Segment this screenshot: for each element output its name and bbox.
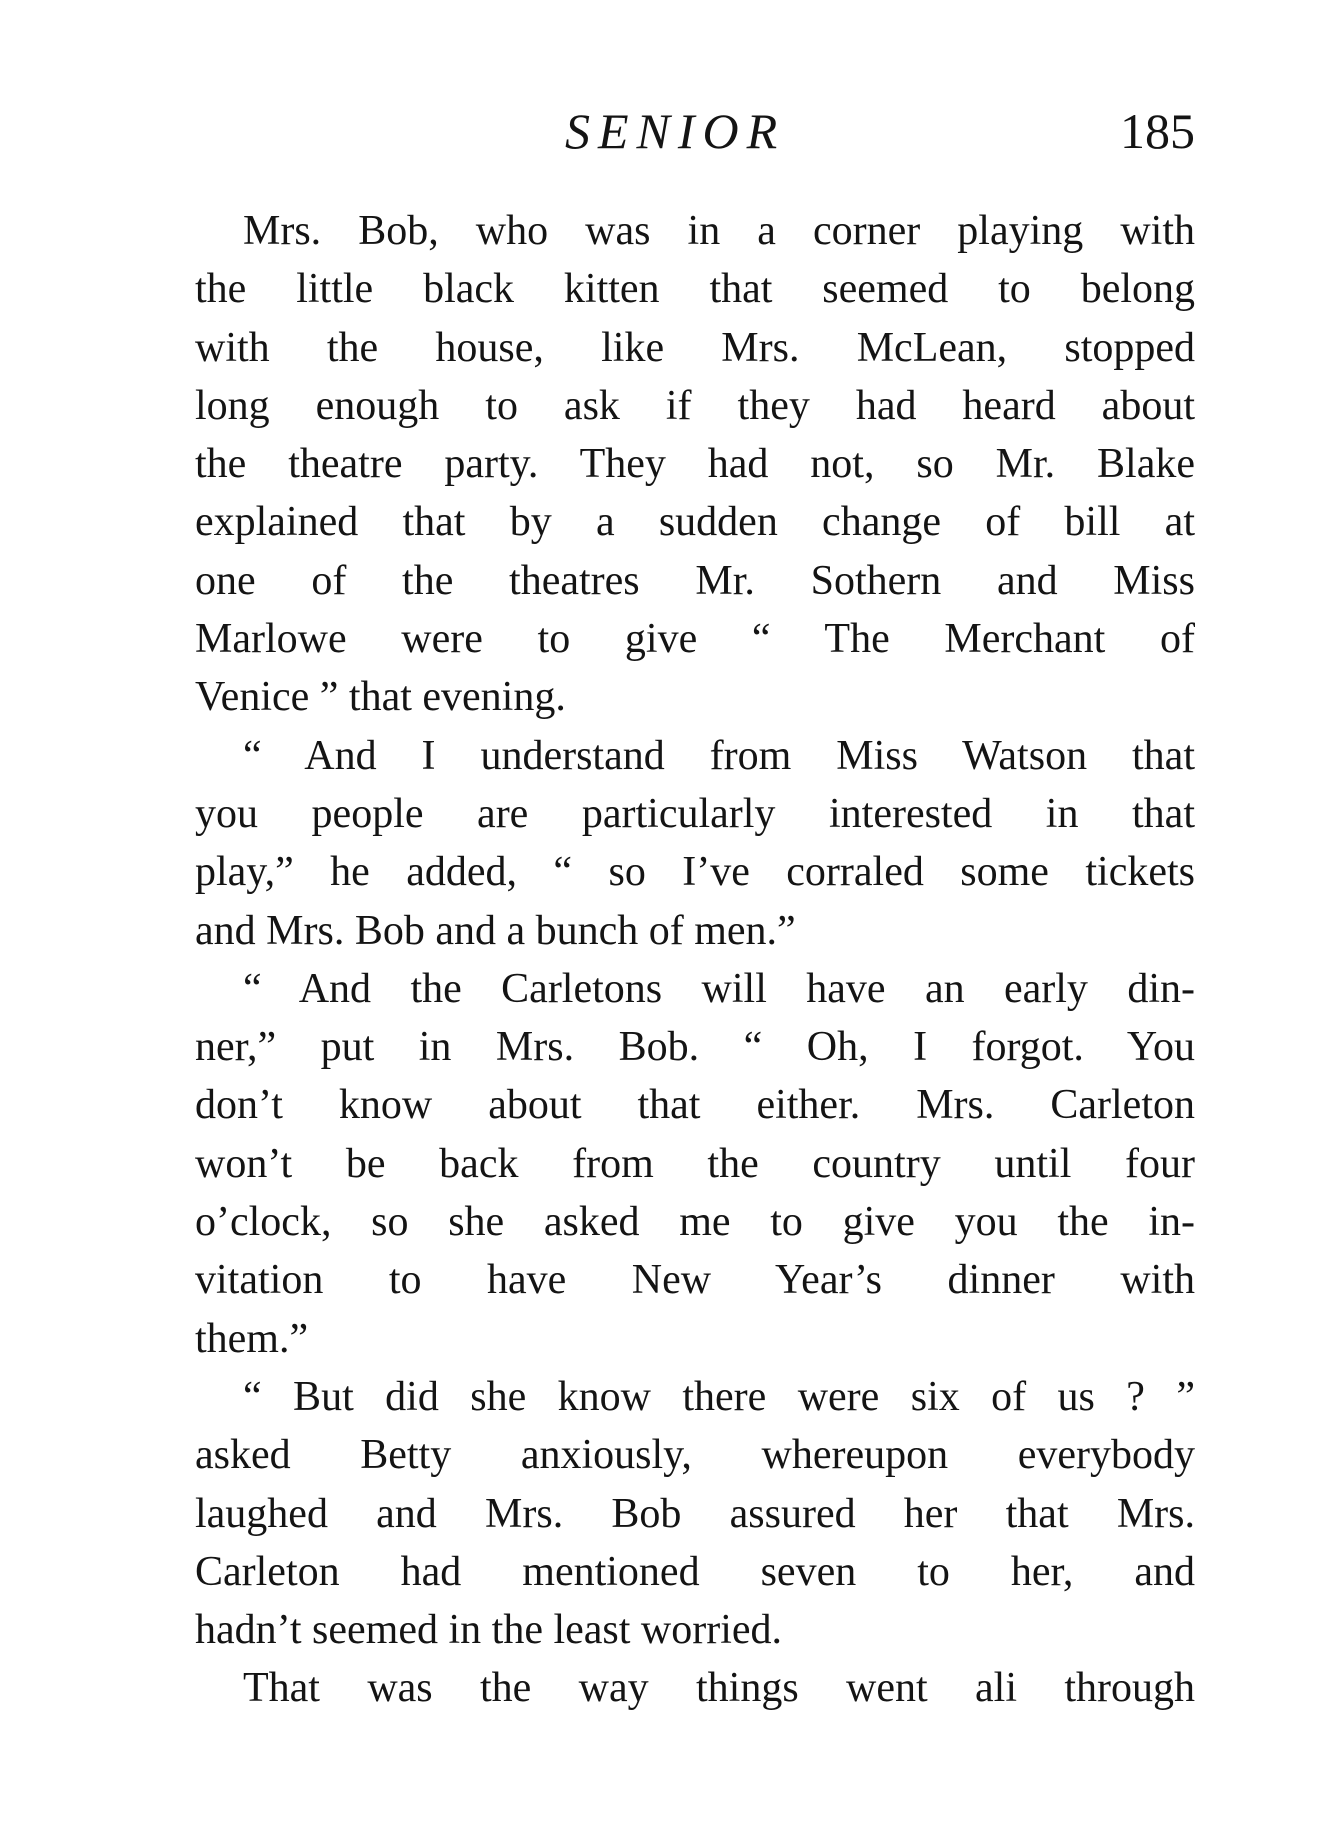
text-line: one of the theatres Mr. Sothern and Miss [195, 557, 1195, 604]
text-line: “ But did she know there were six of us ? ” [243, 1373, 1195, 1420]
text-line: you people are particularly interested in that [195, 790, 1195, 837]
text-line: laughed and Mrs. Bob assured her that Mrs. [195, 1490, 1195, 1537]
text-line: Mrs. Bob, who was in a corner playing with [243, 208, 1195, 254]
text-line: won’t be back from the country until four [195, 1140, 1195, 1187]
text-line: vitation to have New Year’s dinner with [195, 1257, 1195, 1304]
text-line: and Mrs. Bob and a bunch of men.” [195, 907, 796, 954]
text-line: don’t know about that either. Mrs. Carleton [195, 1082, 1195, 1129]
text-line: the little black kitten that seemed to belong [195, 266, 1195, 313]
text-line: them.” [195, 1315, 309, 1362]
running-title: SENIOR [565, 103, 786, 159]
text-line: long enough to ask if they had heard about [195, 382, 1195, 429]
text-line: “ And the Carletons will have an early din- [243, 965, 1195, 1012]
text-line: ner,” put in Mrs. Bob. “ Oh, I forgot. You [195, 1024, 1195, 1071]
text-line: play,” he added, “ so I’ve corraled some tickets [195, 849, 1195, 896]
text-line: hadn’t seemed in the least worried. [195, 1607, 783, 1654]
running-head [195, 96, 1195, 166]
text-line: “ And I understand from Miss Watson that [243, 732, 1195, 779]
text-line: Carleton had mentioned seven to her, and [195, 1548, 1195, 1595]
text-line: with the house, like Mrs. McLean, stopped [195, 324, 1195, 371]
text-line: Venice ” that evening. [195, 674, 566, 721]
text-line: the theatre party. They had not, so Mr. Blake [195, 441, 1195, 488]
text-line: That was the way things went ali through [243, 1665, 1195, 1712]
page-number: 185 [1120, 103, 1195, 159]
text-line: explained that by a sudden change of bill at [195, 499, 1195, 546]
body-text [195, 202, 1195, 1718]
text-line: o’clock, so she asked me to give you the in- [195, 1199, 1195, 1246]
text-line: Marlowe were to give “ The Merchant of [195, 616, 1195, 663]
text-line: asked Betty anxiously, whereupon everybody [195, 1432, 1195, 1479]
